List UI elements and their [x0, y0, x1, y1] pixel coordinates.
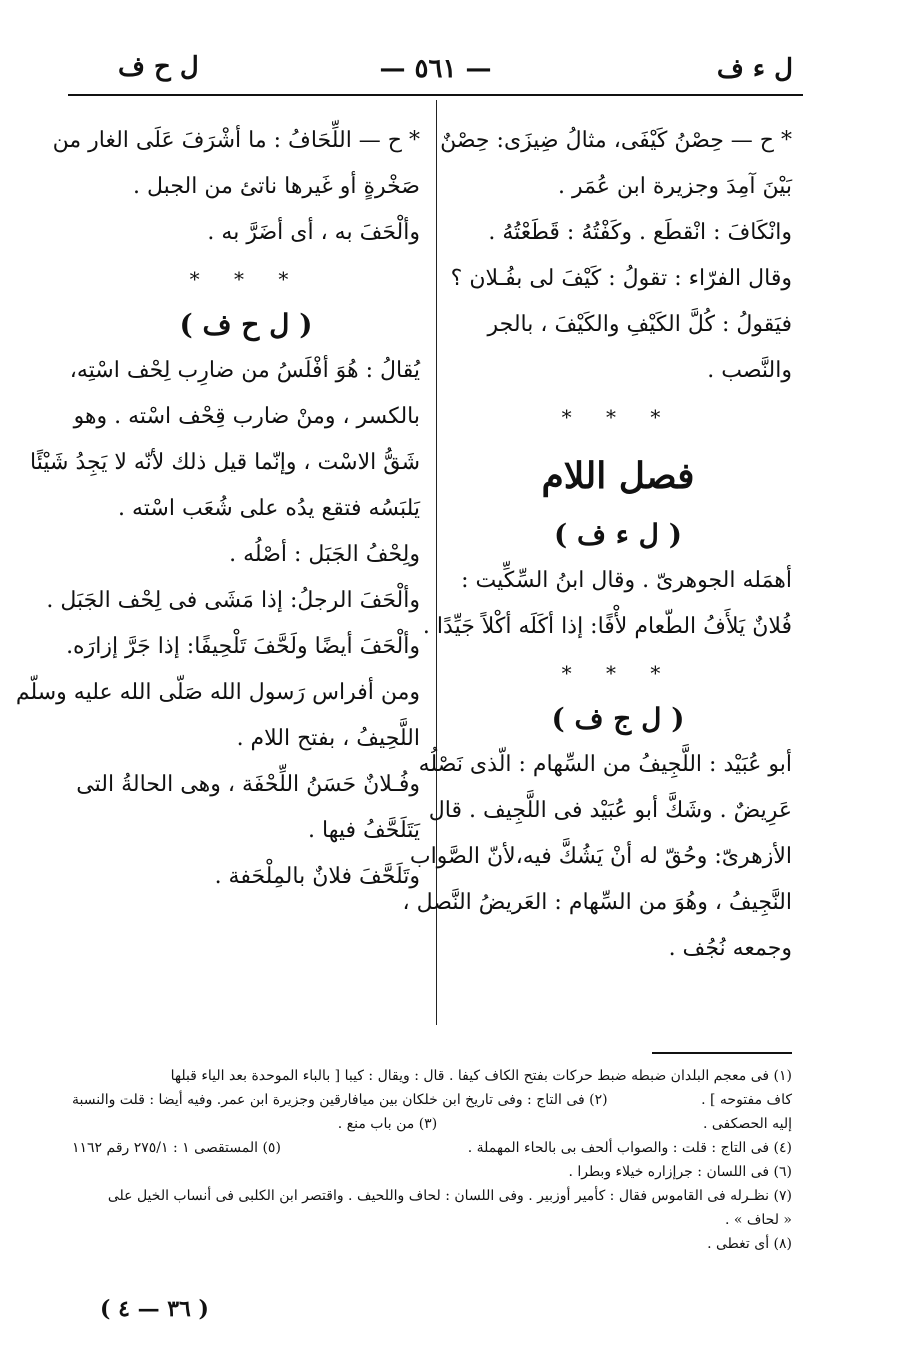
footnote: (٢) فى التاج : وفى تاريخ ابن خلكان بين ميافارقين وجزيرة ابن عمر. وفيه أيضا : قلت والنسبة	[72, 1092, 608, 1108]
entry-line: * ح — حِصْنُ كَيْفَى، مثالُ ضِيزَى: حِصْنٌ	[440, 128, 792, 153]
left-column	[15, 118, 420, 900]
entry-line: يَتَلَحَّفُ فيها .	[308, 818, 420, 843]
printer-signature: ( ٣٦ — ٤ )	[100, 1296, 209, 1322]
entry-line: أبو عُبَيْد : اللَّجِيفُ من السِّهام : الّذى نَصْلُه	[418, 752, 792, 777]
entry-line: وجمعه نُجُف .	[668, 936, 792, 961]
footnote: (٣) من باب منع .	[337, 1116, 438, 1132]
page-number: — ٥٦١ —	[379, 54, 492, 84]
right-column	[402, 118, 792, 972]
separator-stars: * * *	[189, 267, 303, 291]
page-header	[68, 50, 803, 90]
footnote: « لحاف » .	[724, 1212, 792, 1228]
section-heading: ( ل ج ف )	[551, 702, 685, 735]
footnote-row	[72, 1088, 792, 1112]
entry-line: فُلانٌ يَلأَفُ الطّعام لأْفًا: إذا أكَلَه أكْلاً جَيِّدًا .	[422, 614, 792, 639]
entry-line: يُقالُ : هُوَ أفْلَسُ من ضارِب لِحْف اسْتِه،	[69, 358, 420, 383]
footnote: (٧) نظـرله فى القاموس فقال : كأمير أوزبير . وفى اللسان : لحاف واللحيف . واقتصر ابن الكلبى فى أنساب الخيل على	[107, 1188, 792, 1204]
entry-line: النَّجِيفُ ، وهُوَ من السِّهام : العَريضُ النَّصل ،	[402, 890, 792, 915]
entry-line: * ح — اللِّحَافُ : ما أشْرَفَ عَلَى الغار من	[52, 128, 420, 153]
entry-line: فيَقولُ : كُلَّ الكَيْفِ والكَيْفَ ، بالجر	[487, 312, 792, 337]
footnotes	[72, 1064, 792, 1256]
entry-line: أهمَله الجوهرىّ . وقال ابنُ السِّكِّيت :	[461, 568, 792, 593]
entry-line: بالكسر ، ومنْ ضارب قِحْف اسْته . وهو	[73, 404, 420, 429]
chapter-title: فصل اللام	[541, 455, 695, 497]
entry-line: اللَّحِيفُ ، بفتح اللام .	[236, 726, 420, 751]
header-rule	[68, 94, 803, 96]
entry-line: وتَلَحَّفَ فلانٌ بالمِلْحَفة .	[214, 864, 420, 889]
footnote: (٦) فى اللسان : جرإزاره خيلاء وبطرا .	[568, 1164, 792, 1180]
section-heading: ( ل ح ف )	[179, 308, 313, 341]
entry-line: والنَّصب .	[707, 358, 792, 383]
entry-line: ومن أفراس رَسول الله صَلّى الله عليه وسلّم	[15, 680, 420, 705]
footnote: إليه الحصكفى .	[702, 1116, 792, 1132]
header-root-left: ل ح ف	[118, 52, 199, 82]
section-heading: ( ل ء ف )	[553, 518, 683, 551]
entry-line: وفُـلانٌ حَسَنُ اللِّحْفَة ، وهى الحالةُ التى	[76, 772, 420, 797]
entry-line: وألْحَفَ أيضًا ولَحَّفَ تَلْحِيفًا: إذا جَرَّ إزارَه.	[66, 634, 420, 659]
entry-line: وقال الفرّاء : تقولُ : كَيْفَ لى بفُـلان ؟	[450, 266, 792, 291]
footnote: كاف مفتوحه ] .	[701, 1092, 792, 1108]
separator-stars: * * *	[561, 405, 675, 429]
footnote: (٥) المستقصى ١ : ٢٧٥/١ رقم ١١٦٢	[72, 1140, 281, 1156]
entry-line: صَخْرةٍ أو غَيرها ناتئ من الجبل .	[133, 174, 420, 199]
footnote-row	[72, 1136, 792, 1160]
entry-line: وألْحَفَ الرجلُ: إذا مَشَى فى لِحْف الجَبَل .	[46, 588, 420, 613]
entry-line: يَلبَسُه فتقع يدُه على شُعَب اسْته .	[118, 496, 420, 521]
footnote: (٤) فى التاج : قلت : والصواب ألحف بى بالحاء المهملة .	[467, 1140, 792, 1156]
header-root-right: ل ء ف	[716, 54, 793, 84]
entry-line: ولِحْفُ الجَبَل : أصْلُه .	[229, 542, 420, 567]
entry-line: عَرِيضٌ . وشَكَّ أبو عُبَيْد فى اللَّجِيف . قال	[428, 798, 792, 823]
footnote-rule	[652, 1052, 792, 1054]
entry-line: وألْحَفَ به ، أى أضَرَّ به .	[207, 220, 420, 245]
entry-line: الأزهرىّ: وحُقّ له أنْ يَشُكَّ فيه،لأنّ الصَّواب	[409, 844, 792, 869]
separator-stars: * * *	[561, 661, 675, 685]
footnote-row	[72, 1112, 792, 1136]
entry-line: شَقُّ الاسْت ، وإنّما قيل ذلك لأنّه لا يَجِدُ شَيْئًا	[30, 450, 420, 475]
footnote: (١) فى معجم البلدان ضبطه ضبط حركات بفتح الكاف كيفا . قال : ويقال : كيبا [ بالباء الموحدة بعد الياء قبلها	[170, 1068, 792, 1084]
footnote: (٨) أى تغطى .	[707, 1236, 792, 1252]
entry-line: بَيْنَ آمِدَ وجزيرة ابن عُمَر .	[557, 174, 792, 199]
entry-line: وانْكَافَ : انْقطَع . وكَفْتُهُ : قَطَعْتُهُ .	[488, 220, 792, 245]
